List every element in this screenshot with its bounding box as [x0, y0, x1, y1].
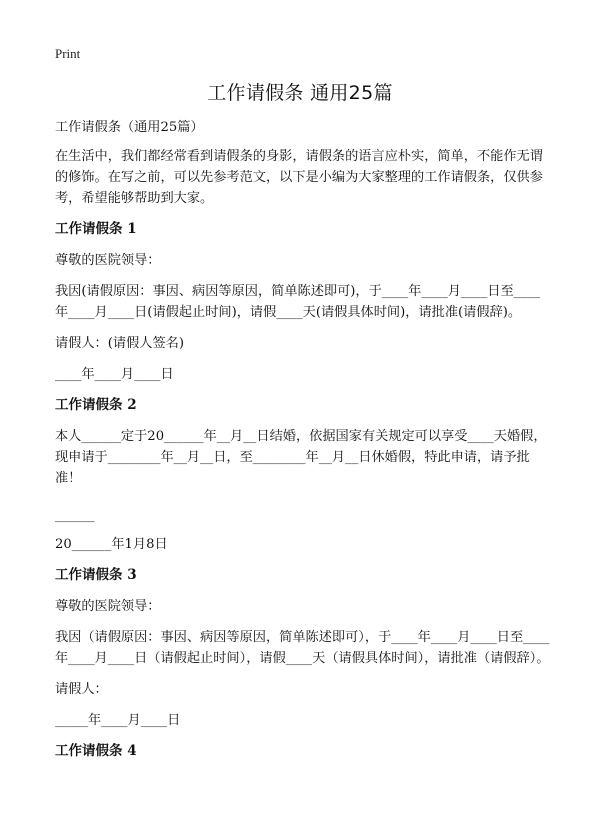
greeting: 尊敬的医院领导： — [55, 599, 161, 614]
document-subtitle: 工作请假条（通用25篇） — [55, 120, 204, 135]
signature-line: ______ — [55, 508, 95, 523]
date-line: 20______年1月8日 — [55, 537, 168, 552]
section-title: 工作请假条 4 — [55, 743, 137, 759]
date-line: _____年____月____日 — [55, 713, 181, 728]
greeting: 尊敬的医院领导： — [55, 253, 161, 268]
signer-line: 请假人：(请假人签名) — [55, 336, 184, 351]
section-title: 工作请假条 2 — [55, 397, 137, 413]
section-title: 工作请假条 1 — [55, 221, 137, 237]
document-body — [55, 117, 550, 772]
intro-paragraph: 在生活中，我们都经常看到请假条的身影，请假条的语言应朴实，简单，不能作无谓的修饰。在写之前，可以先参考范文，以下是小编为大家整理的工作请假条，仅供参考，希望能够帮助到大家。 — [55, 149, 543, 206]
leave-body: 我因(请假原因：事因、病因等原因，简单陈述即可)，于____年____月____日至____年____月____日(请假起止时间)，请假____天(请假具体时间)，请批准(请假辞)。 — [55, 284, 541, 320]
print-link[interactable]: Print — [55, 46, 81, 61]
leave-body: 我因（请假原因：事因、病因等原因，简单陈述即可），于____年____月____日至____年____月____日（请假起止时间），请假____天（请假具体时间），请批准（请假辞）。 — [55, 630, 550, 666]
date-line: ____年____月____日 — [55, 367, 174, 382]
leave-body: 本人______定于20______年__月__日结婚，依据国家有关规定可以享受____天婚假，现申请于________年__月__日，至________年__月__日休婚假，特此申请，请予批准！ — [55, 429, 547, 486]
document-title: 工作请假条 通用25篇 — [207, 82, 393, 104]
signer-line: 请假人： — [55, 682, 108, 697]
section-title: 工作请假条 3 — [55, 567, 137, 583]
